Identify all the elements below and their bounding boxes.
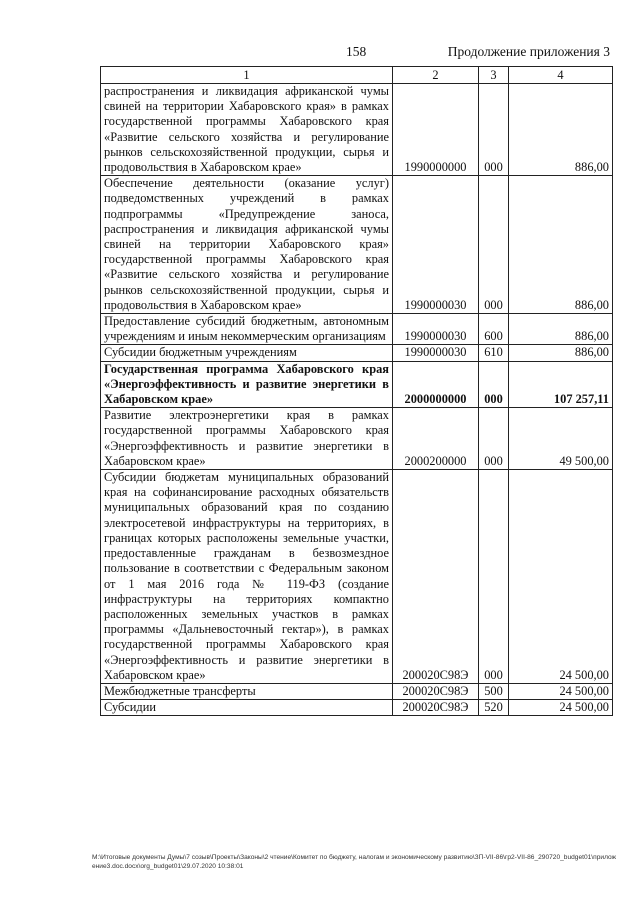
expense-name: Субсидии бюджетным учреждениям — [101, 345, 393, 361]
expense-name: Межбюджетные трансферты — [101, 683, 393, 699]
amount: 886,00 — [509, 314, 613, 345]
amount: 886,00 — [509, 84, 613, 176]
target-article-code: 200020С98Э — [393, 683, 479, 699]
table-row — [101, 345, 613, 361]
table-row — [101, 176, 613, 314]
appendix-label: Продолжение приложения 3 — [447, 44, 610, 59]
target-article-code: 1990000030 — [393, 345, 479, 361]
column-header: 3 — [479, 67, 509, 84]
amount: 886,00 — [509, 345, 613, 361]
table-row-program — [101, 361, 613, 408]
table-row — [101, 470, 613, 684]
column-header: 2 — [393, 67, 479, 84]
expense-type-code: 000 — [479, 470, 509, 684]
expense-type-code: 520 — [479, 700, 509, 716]
column-header: 1 — [101, 67, 393, 84]
expense-type-code: 610 — [479, 345, 509, 361]
table-header-row — [101, 67, 613, 84]
expense-name: Субсидии бюджетам муниципальных образований края на софинансирование расходных обязательств муниципальных образований края по созданию электросетевой инфраструктуры на территориях, в границах которых расположены земельные участки, предоставленные гражданам в безвозмездное пользование в соответствии с Федеральным законом от 1 мая 2016 года № 119-ФЗ (создание инфраструктуры на территориях компактно расположенных земельных участков в рамках программы «Дальневосточный гектар»), в рамках государственной программы Хабаровского края «Энергоэффективность и развитие энергетики в Хабаровском крае» — [101, 470, 393, 684]
page-number: 158 — [346, 44, 367, 59]
expense-name: Обеспечение деятельности (оказание услуг) подведомственных учреждений в рамках подпрограммы «Предупреждение заноса, распространения и ликвидация африканской чумы свиней на территории Хабаровского края» государственной программы Хабаровского края «Развитие сельского хозяйства и регулирование рынков сельскохозяйственной продукции, сырья и продовольствия в Хабаровском крае» — [101, 176, 393, 314]
table-row — [101, 314, 613, 345]
expense-name: Государственная программа Хабаровского края «Энергоэффективность и развитие энергетики в Хабаровском крае» — [101, 361, 393, 408]
expense-name: Субсидии — [101, 700, 393, 716]
amount: 49 500,00 — [509, 408, 613, 470]
target-article-code: 1990000030 — [393, 314, 479, 345]
expense-name: Предоставление субсидий бюджетным, автономным учреждениям и иным некоммерческим организациям — [101, 314, 393, 345]
target-article-code: 1990000000 — [393, 84, 479, 176]
target-article-code: 200020С98Э — [393, 700, 479, 716]
budget-table — [100, 66, 613, 716]
expense-type-code: 600 — [479, 314, 509, 345]
target-article-code: 2000000000 — [393, 361, 479, 408]
amount: 24 500,00 — [509, 683, 613, 699]
target-article-code: 200020С98Э — [393, 470, 479, 684]
document-path-footer: M:\Итоговые документы Думы\7 созыв\Проекты\Законы\2 чтение\Комитет по бюджету, налогам и экономическому развитию\ЗП-VII-86\гр2-VII-86_290720_budget01\приложение3.doc.docx\org_budget01\29.07.2020 10:38:01 — [92, 854, 616, 870]
expense-name: Развитие электроэнергетики края в рамках государственной программы Хабаровского края «Энергоэффективность и развитие энергетики в Хабаровском крае» — [101, 408, 393, 470]
expense-type-code: 000 — [479, 176, 509, 314]
table-row — [101, 683, 613, 699]
table-row — [101, 408, 613, 470]
amount: 24 500,00 — [509, 700, 613, 716]
target-article-code: 1990000030 — [393, 176, 479, 314]
table-row — [101, 700, 613, 716]
expense-type-code: 000 — [479, 361, 509, 408]
expense-type-code: 500 — [479, 683, 509, 699]
column-header: 4 — [509, 67, 613, 84]
amount: 24 500,00 — [509, 470, 613, 684]
table-row — [101, 84, 613, 176]
target-article-code: 2000200000 — [393, 408, 479, 470]
expense-name: распространения и ликвидация африканской чумы свиней на территории Хабаровского края» в рамках государственной программы Хабаровского края «Развитие сельского хозяйства и регулирование рынков сельскохозяйственной продукции, сырья и продовольствия в Хабаровском крае» — [101, 84, 393, 176]
expense-type-code: 000 — [479, 408, 509, 470]
expense-type-code: 000 — [479, 84, 509, 176]
amount: 107 257,11 — [509, 361, 613, 408]
amount: 886,00 — [509, 176, 613, 314]
page-header — [100, 44, 612, 62]
